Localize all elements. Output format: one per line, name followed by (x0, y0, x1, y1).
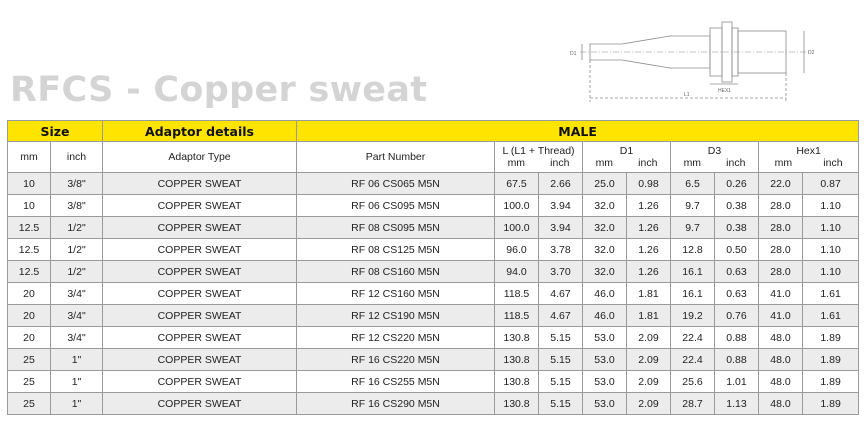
cell-l-in: 5.15 (539, 371, 583, 393)
col-header-d1-inch: inch (638, 157, 658, 169)
cell-l-mm: 118.5 (495, 283, 539, 305)
cell-h-in: 1.89 (803, 393, 859, 415)
cell-part: RF 08 CS095 M5N (297, 217, 495, 239)
col-header-part-number: Part Number (297, 142, 495, 173)
cell-part: RF 16 CS290 M5N (297, 393, 495, 415)
cell-d3-mm: 16.1 (671, 261, 715, 283)
cell-h-in: 1.61 (803, 305, 859, 327)
cell-d1-in: 0.98 (627, 173, 671, 195)
cell-d3-mm: 16.1 (671, 283, 715, 305)
table-body (8, 173, 859, 415)
cell-l-in: 5.15 (539, 327, 583, 349)
cell-d1-in: 1.26 (627, 195, 671, 217)
cell-d1-mm: 53.0 (583, 349, 627, 371)
cell-l-mm: 96.0 (495, 239, 539, 261)
col-header-size-mm: mm (8, 142, 51, 173)
cell-d3-mm: 19.2 (671, 305, 715, 327)
table-row (8, 327, 859, 349)
cell-d1-mm: 53.0 (583, 393, 627, 415)
cell-d3-mm: 12.8 (671, 239, 715, 261)
col-header-hex1-label: Hex1 (796, 145, 821, 157)
col-header-adaptor-type: Adaptor Type (103, 142, 297, 173)
table-row (8, 261, 859, 283)
cell-d3-mm: 9.7 (671, 217, 715, 239)
cell-part: RF 08 CS125 M5N (297, 239, 495, 261)
cell-part: RF 12 CS190 M5N (297, 305, 495, 327)
cell-type: COPPER SWEAT (103, 349, 297, 371)
cell-d3-mm: 22.4 (671, 349, 715, 371)
cell-d1-mm: 53.0 (583, 371, 627, 393)
cell-l-in: 5.15 (539, 393, 583, 415)
cell-h-mm: 28.0 (759, 195, 803, 217)
cell-d3-mm: 25.6 (671, 371, 715, 393)
cell-inch: 3/8" (51, 173, 103, 195)
cell-d3-in: 0.38 (715, 217, 759, 239)
cell-h-in: 0.87 (803, 173, 859, 195)
cell-mm: 12.5 (8, 261, 51, 283)
adaptor-technical-drawing (560, 18, 860, 108)
table-row (8, 393, 859, 415)
col-header-d3-mm: mm (683, 157, 702, 169)
cell-d3-mm: 6.5 (671, 173, 715, 195)
page-title: RFCS - Copper sweat (10, 70, 428, 110)
cell-h-in: 1.89 (803, 327, 859, 349)
table-row (8, 239, 859, 261)
cell-l-in: 3.94 (539, 217, 583, 239)
cell-h-mm: 28.0 (759, 217, 803, 239)
cell-d3-mm: 22.4 (671, 327, 715, 349)
cell-l-mm: 94.0 (495, 261, 539, 283)
col-header-l-mm: mm (507, 157, 526, 169)
cell-d3-in: 0.63 (715, 261, 759, 283)
table-row (8, 173, 859, 195)
cell-d3-in: 0.76 (715, 305, 759, 327)
cell-type: COPPER SWEAT (103, 239, 297, 261)
cell-part: RF 06 CS095 M5N (297, 195, 495, 217)
col-header-hex1 (759, 142, 859, 173)
cell-d3-in: 0.26 (715, 173, 759, 195)
cell-part: RF 12 CS220 M5N (297, 327, 495, 349)
cell-h-in: 1.89 (803, 349, 859, 371)
cell-part: RF 16 CS220 M5N (297, 349, 495, 371)
cell-type: COPPER SWEAT (103, 217, 297, 239)
cell-type: COPPER SWEAT (103, 393, 297, 415)
cell-l-mm: 67.5 (495, 173, 539, 195)
cell-type: COPPER SWEAT (103, 173, 297, 195)
cell-d1-in: 1.26 (627, 261, 671, 283)
cell-h-in: 1.10 (803, 239, 859, 261)
cell-h-in: 1.10 (803, 217, 859, 239)
cell-part: RF 06 CS065 M5N (297, 173, 495, 195)
cell-d3-in: 0.38 (715, 195, 759, 217)
cell-part: RF 16 CS255 M5N (297, 371, 495, 393)
cell-mm: 10 (8, 173, 51, 195)
cell-inch: 1/2" (51, 239, 103, 261)
col-header-d1-label: D1 (619, 145, 634, 157)
cell-type: COPPER SWEAT (103, 195, 297, 217)
cell-d1-in: 2.09 (627, 371, 671, 393)
cell-d1-in: 1.26 (627, 217, 671, 239)
cell-mm: 25 (8, 393, 51, 415)
cell-d3-mm: 9.7 (671, 195, 715, 217)
cell-type: COPPER SWEAT (103, 327, 297, 349)
cell-l-mm: 130.8 (495, 349, 539, 371)
cell-h-mm: 22.0 (759, 173, 803, 195)
cell-l-in: 3.70 (539, 261, 583, 283)
cell-inch: 1/2" (51, 261, 103, 283)
drawing-label-d1: D1 (570, 51, 577, 57)
cell-type: COPPER SWEAT (103, 261, 297, 283)
cell-d3-in: 0.50 (715, 239, 759, 261)
cell-inch: 3/8" (51, 195, 103, 217)
cell-mm: 20 (8, 327, 51, 349)
col-header-l-thread (495, 142, 583, 173)
cell-h-mm: 41.0 (759, 283, 803, 305)
cell-d1-in: 2.09 (627, 393, 671, 415)
cell-mm: 25 (8, 371, 51, 393)
cell-inch: 3/4" (51, 327, 103, 349)
cell-d1-mm: 46.0 (583, 283, 627, 305)
cell-mm: 12.5 (8, 217, 51, 239)
table-row (8, 349, 859, 371)
cell-d1-in: 1.81 (627, 305, 671, 327)
col-header-d3-inch: inch (726, 157, 746, 169)
cell-l-in: 4.67 (539, 283, 583, 305)
cell-d3-in: 0.63 (715, 283, 759, 305)
cell-type: COPPER SWEAT (103, 283, 297, 305)
cell-h-mm: 48.0 (759, 393, 803, 415)
cell-d3-in: 0.88 (715, 349, 759, 371)
col-header-hex1-mm: mm (774, 157, 793, 169)
group-header-adaptor: Adaptor details (103, 121, 297, 142)
col-header-size-inch: inch (51, 142, 103, 173)
cell-d1-mm: 32.0 (583, 217, 627, 239)
cell-mm: 25 (8, 349, 51, 371)
cell-l-in: 5.15 (539, 349, 583, 371)
cell-inch: 3/4" (51, 283, 103, 305)
cell-d1-in: 2.09 (627, 349, 671, 371)
cell-inch: 1/2" (51, 217, 103, 239)
cell-mm: 10 (8, 195, 51, 217)
cell-h-mm: 28.0 (759, 261, 803, 283)
cell-d3-mm: 28.7 (671, 393, 715, 415)
cell-l-in: 2.66 (539, 173, 583, 195)
group-header-size: Size (8, 121, 103, 142)
cell-h-mm: 48.0 (759, 327, 803, 349)
cell-d3-in: 1.01 (715, 371, 759, 393)
cell-d3-in: 0.88 (715, 327, 759, 349)
cell-l-in: 3.94 (539, 195, 583, 217)
cell-h-mm: 41.0 (759, 305, 803, 327)
cell-h-mm: 28.0 (759, 239, 803, 261)
cell-h-in: 1.10 (803, 261, 859, 283)
cell-l-mm: 130.8 (495, 371, 539, 393)
drawing-label-hex: HEX1 (718, 88, 732, 94)
drawing-label-d2: D2 (808, 50, 815, 56)
cell-l-mm: 130.8 (495, 327, 539, 349)
cell-d1-mm: 32.0 (583, 261, 627, 283)
cell-l-mm: 130.8 (495, 393, 539, 415)
cell-d1-mm: 32.0 (583, 239, 627, 261)
cell-l-mm: 100.0 (495, 217, 539, 239)
cell-h-mm: 48.0 (759, 349, 803, 371)
cell-mm: 12.5 (8, 239, 51, 261)
col-header-d1-mm: mm (595, 157, 614, 169)
cell-h-in: 1.10 (803, 195, 859, 217)
cell-type: COPPER SWEAT (103, 371, 297, 393)
cell-h-in: 1.61 (803, 283, 859, 305)
col-header-d1 (583, 142, 671, 173)
col-header-hex1-inch: inch (823, 157, 843, 169)
cell-type: COPPER SWEAT (103, 305, 297, 327)
cell-h-in: 1.89 (803, 371, 859, 393)
table-row (8, 217, 859, 239)
cell-h-mm: 48.0 (759, 371, 803, 393)
col-header-l-inch: inch (550, 157, 570, 169)
cell-d1-in: 1.81 (627, 283, 671, 305)
cell-l-mm: 118.5 (495, 305, 539, 327)
table-row (8, 195, 859, 217)
cell-d1-mm: 25.0 (583, 173, 627, 195)
cell-inch: 1" (51, 371, 103, 393)
cell-d1-mm: 32.0 (583, 195, 627, 217)
cell-part: RF 12 CS160 M5N (297, 283, 495, 305)
cell-part: RF 08 CS160 M5N (297, 261, 495, 283)
cell-d3-in: 1.13 (715, 393, 759, 415)
col-header-l-thread-label: L (L1 + Thread) (502, 145, 575, 157)
table-row (8, 371, 859, 393)
cell-d1-mm: 53.0 (583, 327, 627, 349)
cell-mm: 20 (8, 305, 51, 327)
table-row (8, 283, 859, 305)
cell-inch: 3/4" (51, 305, 103, 327)
cell-l-in: 3.78 (539, 239, 583, 261)
group-header-male: MALE (297, 121, 859, 142)
cell-mm: 20 (8, 283, 51, 305)
drawing-label-l: L1 (684, 92, 690, 98)
cell-l-mm: 100.0 (495, 195, 539, 217)
spec-table (7, 120, 859, 415)
table-row (8, 305, 859, 327)
cell-d1-mm: 46.0 (583, 305, 627, 327)
cell-d1-in: 1.26 (627, 239, 671, 261)
col-header-d3 (671, 142, 759, 173)
cell-l-in: 4.67 (539, 305, 583, 327)
cell-inch: 1" (51, 349, 103, 371)
cell-inch: 1" (51, 393, 103, 415)
cell-d1-in: 2.09 (627, 327, 671, 349)
col-header-d3-label: D3 (707, 145, 722, 157)
